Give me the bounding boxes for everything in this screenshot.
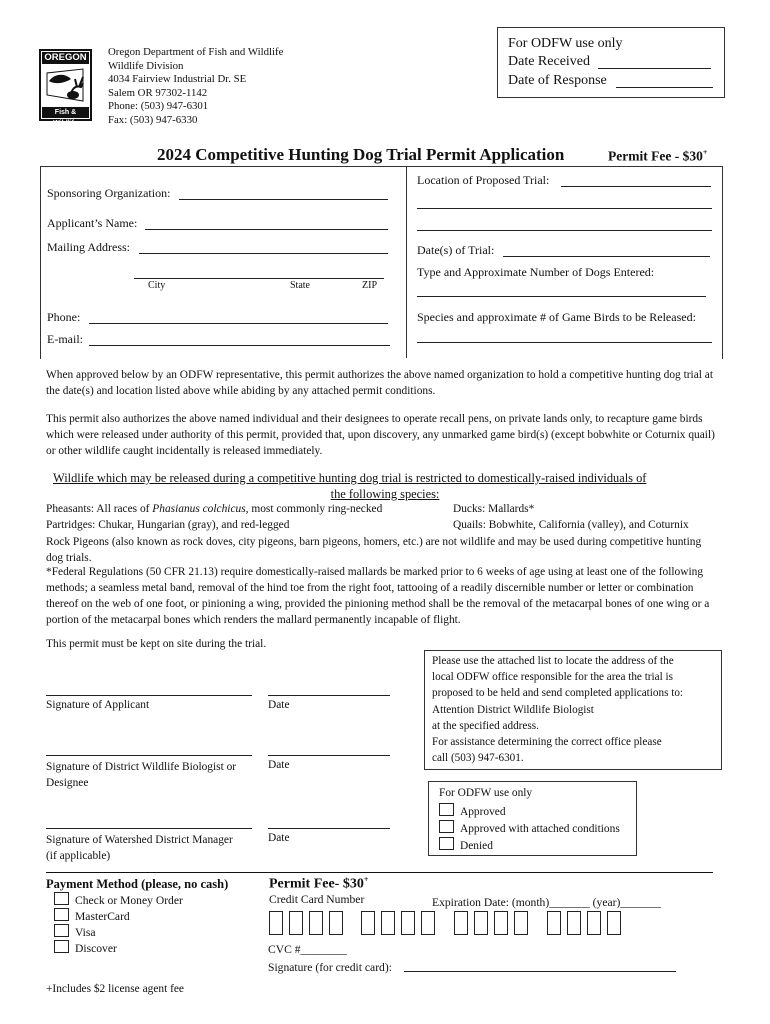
mailing-address-label: Mailing Address: [47,240,130,254]
logo-bottom-text: Fish & Wildlife [42,107,89,118]
pheasants-latin: Phasianus colchicus, [152,503,249,515]
watershed-signature-label: Signature of Watershed District Manager (if applicable) [46,834,233,862]
approved-option[interactable] [439,803,506,818]
cc-signature-field[interactable] [404,971,676,972]
trial-location-label: Location of Proposed Trial: [417,173,550,187]
instructions-line-4: Attention District Wildlife Biologist [432,703,594,716]
authorization-paragraph: When approved below by an ODFW representative, this permit authorizes the above named organization to hold a competitive hunting dog trial at the date(s) and location listed above while abiding by any attached permit conditions. [46,369,714,397]
mailing-address-field[interactable] [139,253,388,254]
phone-field[interactable] [89,323,388,324]
federal-regulations-paragraph: *Federal Regulations (50 CFR 21.13) require domestically-raised mallards be marked prior to 6 weeks of age using at least one of the following methods; a seamless metal band, removal of the hind toe from the right foot, tattooing of a readily discernible number or letter or combination thereof on the web of one foot, or pinioning a wing, provided the pinioning method shall be the removal of the metacarpal bones of one wing or a portion of the metacarpal bones which renders the mallard permanently incapable of flight. [46,566,710,626]
check-option[interactable] [54,892,183,908]
instructions-line-1: Please use the attached list to locate the address of the [432,655,674,667]
pheasants-line [46,503,382,515]
state-label: State [290,280,310,291]
payment-fee-text: Permit Fee- $30 [269,876,364,892]
phone-label: Phone: [47,310,81,324]
discover-checkbox[interactable] [54,940,69,953]
cc-number-label: Credit Card Number [269,893,365,906]
mastercard-checkbox[interactable] [54,908,69,921]
watershed-signature-field[interactable] [46,828,252,829]
payment-fee-sup: + [363,875,369,884]
pheasants-text-a: Pheasants: All races of [46,503,153,515]
kept-on-site-text: This permit must be kept on site during the trial. [46,638,267,650]
date-received-field[interactable] [598,68,711,69]
denied-label: Denied [460,840,493,852]
applicant-date-label: Date [268,699,290,711]
quails-line: Quails: Bobwhite, California (valley), and Coturnix [453,519,689,531]
office-use-title: For ODFW use only [508,36,623,51]
cc-signature-label: Signature (for credit card): [268,961,392,974]
mastercard-label: MasterCard [75,910,130,923]
cc-digit-box[interactable] [329,911,343,935]
cc-digit-box[interactable] [269,911,283,935]
payment-divider [46,872,713,873]
cc-digit-box[interactable] [421,911,435,935]
cc-digit-box[interactable] [607,911,621,935]
visa-checkbox[interactable] [54,924,69,937]
trial-location-field-2[interactable] [417,208,712,209]
instructions-line-3: proposed to be held and send completed applications to: [432,687,684,700]
instructions-line-2: local ODFW office responsible for the area the trial is [432,671,673,684]
agency-city: Salem OR 97302-1142 [108,86,208,99]
agency-division: Wildlife Division [108,59,184,72]
cc-digit-box[interactable] [361,911,375,935]
cc-digit-box[interactable] [494,911,508,935]
trial-location-field-1[interactable] [561,186,711,187]
odfw-approval-box [428,781,637,856]
cc-digit-box[interactable] [454,911,468,935]
dogs-entered-field[interactable] [417,296,706,297]
instructions-line-5: at the specified address. [432,719,539,732]
biologist-signature-label: Signature of District Wildlife Biologist or Designee [46,761,237,789]
date-of-response-field[interactable] [616,87,713,88]
applicant-signature-label: Signature of Applicant [46,699,150,711]
city-label: City [148,280,166,291]
approved-checkbox[interactable] [439,803,454,816]
pheasants-text-b: most commonly ring-necked [248,503,383,515]
agency-fax: Fax: (503) 947-6330 [108,113,198,126]
permit-fee-sup: + [702,148,708,157]
instructions-line-7: call (503) 947-6301. [432,752,524,765]
denied-option[interactable] [439,837,493,852]
wildlife-heading-line1: Wildlife which may be released during a competitive hunting dog trial is restricted to domestically-raised individuals of [53,471,647,485]
partridges-line: Partridges: Chukar, Hungarian (gray), and red-legged [46,519,290,531]
check-label: Check or Money Order [75,894,183,907]
wildlife-heading-line2: the following species: [330,487,440,501]
permit-fee-text: Permit Fee - $30 [608,148,703,164]
rock-pigeons-paragraph: Rock Pigeons (also known as rock doves, city pigeons, barn pigeons, homers, etc.) are not wildlife and may be used during competitive hunting dog trials. [46,536,702,564]
approved-conditions-checkbox[interactable] [439,820,454,833]
trial-dates-field[interactable] [503,256,710,257]
applicant-signature-field[interactable] [46,695,252,696]
check-checkbox[interactable] [54,892,69,905]
applicant-name-label: Applicant’s Name: [47,216,138,230]
dogs-entered-label: Type and Approximate Number of Dogs Entered: [417,265,655,279]
cc-digit-box[interactable] [567,911,581,935]
agency-name: Oregon Department of Fish and Wildlife [108,46,284,58]
agency-address [108,46,283,127]
instructions-box [424,650,722,770]
permit-fee-header [608,148,707,165]
game-birds-label: Species and approximate # of Game Birds to be Released: [417,310,696,324]
payment-method-title: Payment Method (please, no cash) [46,877,229,891]
cc-digit-box[interactable] [289,911,303,935]
discover-label: Discover [75,942,117,955]
footnote: +Includes $2 license agent fee [46,983,184,995]
section-divider [406,166,407,358]
ducks-line: Ducks: Mallards* [453,503,535,515]
instructions-text [432,653,683,766]
visa-label: Visa [75,926,96,939]
cvc-label: CVC #________ [268,943,347,956]
biologist-date-label: Date [268,759,290,771]
applicant-date-field[interactable] [268,695,390,696]
sponsoring-org-field[interactable] [179,199,388,200]
odfw-approval-title: For ODFW use only [439,787,533,799]
biologist-date-field[interactable] [268,755,390,756]
cc-digit-box[interactable] [309,911,323,935]
agency-phone: Phone: (503) 947-6301 [108,100,209,112]
city-state-zip-field[interactable] [134,278,384,279]
email-label: E-mail: [47,332,83,346]
cc-digit-box[interactable] [547,911,561,935]
biologist-signature-field[interactable] [46,755,252,756]
sponsoring-org-label: Sponsoring Organization: [47,186,171,200]
cc-digit-box[interactable] [474,911,488,935]
logo-top-text: OREGON [42,52,89,64]
discover-option[interactable] [54,940,183,956]
mastercard-option[interactable] [54,908,183,924]
fish-and-elk-icon [43,65,88,105]
payment-options [54,892,183,956]
denied-checkbox[interactable] [439,837,454,850]
date-received-label: Date Received [508,54,591,69]
approved-label: Approved [460,806,506,818]
odfw-logo [39,49,92,127]
approved-conditions-option[interactable] [439,820,620,835]
watershed-date-field[interactable] [268,828,390,829]
zip-label: ZIP [362,280,377,291]
approved-conditions-label: Approved with attached conditions [460,823,620,835]
page-title: 2024 Competitive Hunting Dog Trial Permit Application [157,145,565,164]
cc-digit-box[interactable] [401,911,415,935]
trial-dates-label: Date(s) of Trial: [417,243,495,257]
cc-digit-box[interactable] [381,911,395,935]
agency-street: 4034 Fairview Industrial Dr. SE [108,73,247,85]
cc-digit-box[interactable] [587,911,601,935]
visa-option[interactable] [54,924,183,940]
watershed-date-label: Date [268,832,290,844]
cc-digit-box[interactable] [514,911,528,935]
payment-fee-title [269,875,368,893]
recall-pens-paragraph: This permit also authorizes the above named individual and their designees to operate recall pens, on private lands only, to recapture game birds which were released under authority of this permit, provided that, upon discovery, any unmarked game bird(s) (except bobwhite or Coturnix quail) or other wildlife caught incidentally is released immediately. [46,413,715,457]
date-of-response-label: Date of Response [508,73,607,88]
trial-location-field-3[interactable] [417,230,712,231]
expiration-label: Expiration Date: (month)_______ (year)_______ [432,896,661,909]
office-use-box [497,27,725,98]
applicant-name-field[interactable] [145,229,388,230]
email-field[interactable] [89,345,390,346]
instructions-line-6: For assistance determining the correct office please [432,736,662,749]
game-birds-field[interactable] [417,342,712,343]
